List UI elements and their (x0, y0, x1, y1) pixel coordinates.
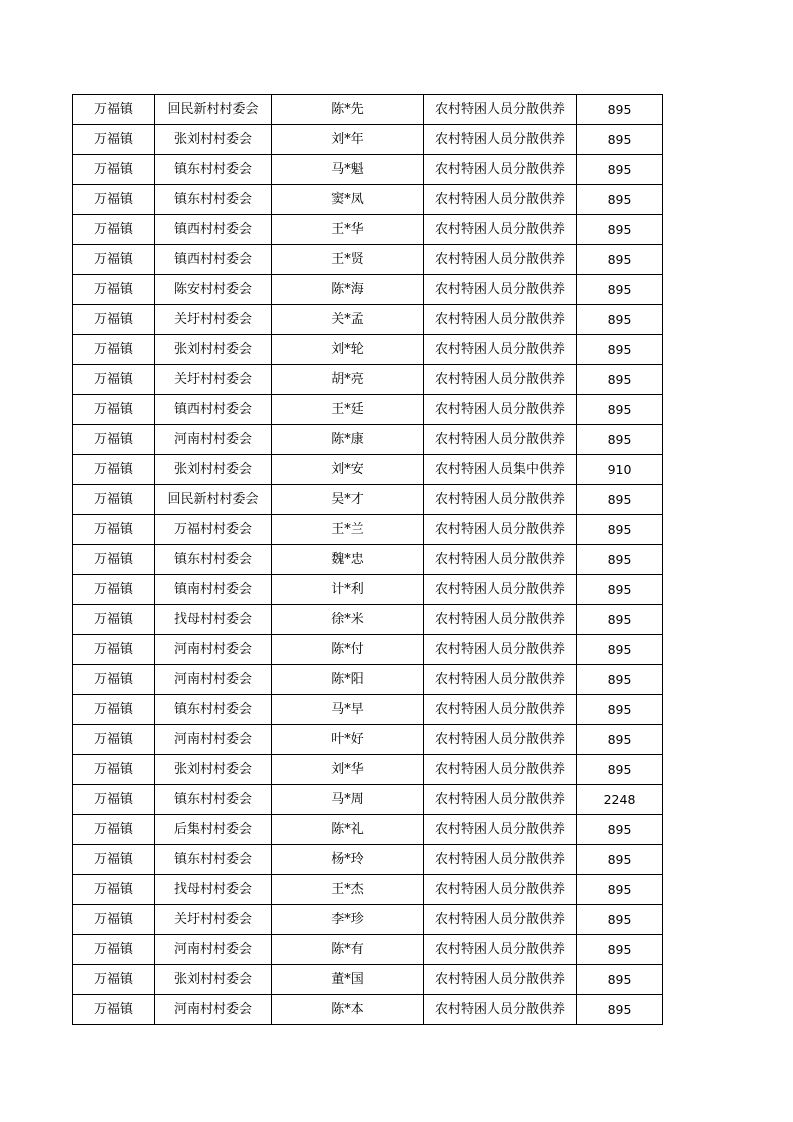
table-row (73, 815, 663, 845)
village-cell: 后集村村委会 (155, 815, 272, 845)
name-cell: 王*廷 (272, 395, 424, 425)
category-cell: 农村特困人员分散供养 (424, 695, 577, 725)
town-cell: 万福镇 (73, 125, 155, 155)
table-row (73, 935, 663, 965)
category-cell: 农村特困人员分散供养 (424, 485, 577, 515)
town-cell: 万福镇 (73, 695, 155, 725)
name-cell: 刘*华 (272, 755, 424, 785)
name-cell: 陈*阳 (272, 665, 424, 695)
name-cell: 杨*玲 (272, 845, 424, 875)
table-row (73, 755, 663, 785)
town-cell: 万福镇 (73, 905, 155, 935)
town-cell: 万福镇 (73, 335, 155, 365)
category-cell: 农村特困人员分散供养 (424, 545, 577, 575)
amount-cell: 895 (577, 305, 663, 335)
table-row (73, 95, 663, 125)
table-row (73, 695, 663, 725)
town-cell: 万福镇 (73, 395, 155, 425)
table-row (73, 365, 663, 395)
town-cell: 万福镇 (73, 545, 155, 575)
amount-cell: 895 (577, 425, 663, 455)
table-row (73, 905, 663, 935)
name-cell: 计*利 (272, 575, 424, 605)
category-cell: 农村特困人员分散供养 (424, 875, 577, 905)
name-cell: 马*周 (272, 785, 424, 815)
name-cell: 马*魁 (272, 155, 424, 185)
town-cell: 万福镇 (73, 875, 155, 905)
village-cell: 镇西村村委会 (155, 245, 272, 275)
table-row (73, 665, 663, 695)
table-row (73, 725, 663, 755)
village-cell: 回民新村村委会 (155, 485, 272, 515)
relief-roster-table (72, 94, 663, 1025)
name-cell: 王*华 (272, 215, 424, 245)
village-cell: 万福村村委会 (155, 515, 272, 545)
name-cell: 窦*凤 (272, 185, 424, 215)
village-cell: 关圩村村委会 (155, 305, 272, 335)
table-row (73, 995, 663, 1025)
town-cell: 万福镇 (73, 635, 155, 665)
name-cell: 王*杰 (272, 875, 424, 905)
town-cell: 万福镇 (73, 275, 155, 305)
village-cell: 找母村村委会 (155, 605, 272, 635)
name-cell: 魏*忠 (272, 545, 424, 575)
category-cell: 农村特困人员分散供养 (424, 275, 577, 305)
village-cell: 河南村村委会 (155, 995, 272, 1025)
town-cell: 万福镇 (73, 95, 155, 125)
village-cell: 张刘村村委会 (155, 125, 272, 155)
name-cell: 陈*康 (272, 425, 424, 455)
table-row (73, 545, 663, 575)
town-cell: 万福镇 (73, 935, 155, 965)
amount-cell: 895 (577, 155, 663, 185)
amount-cell: 910 (577, 455, 663, 485)
village-cell: 镇东村村委会 (155, 845, 272, 875)
table-row (73, 455, 663, 485)
amount-cell: 895 (577, 755, 663, 785)
name-cell: 陈*本 (272, 995, 424, 1025)
name-cell: 马*早 (272, 695, 424, 725)
amount-cell: 895 (577, 245, 663, 275)
amount-cell: 895 (577, 575, 663, 605)
name-cell: 陈*先 (272, 95, 424, 125)
town-cell: 万福镇 (73, 245, 155, 275)
village-cell: 河南村村委会 (155, 935, 272, 965)
village-cell: 河南村村委会 (155, 635, 272, 665)
category-cell: 农村特困人员分散供养 (424, 785, 577, 815)
category-cell: 农村特困人员分散供养 (424, 365, 577, 395)
village-cell: 镇东村村委会 (155, 545, 272, 575)
town-cell: 万福镇 (73, 815, 155, 845)
name-cell: 陈*付 (272, 635, 424, 665)
town-cell: 万福镇 (73, 575, 155, 605)
town-cell: 万福镇 (73, 995, 155, 1025)
category-cell: 农村特困人员分散供养 (424, 515, 577, 545)
table-row (73, 155, 663, 185)
village-cell: 河南村村委会 (155, 665, 272, 695)
name-cell: 王*兰 (272, 515, 424, 545)
town-cell: 万福镇 (73, 605, 155, 635)
table-row (73, 485, 663, 515)
village-cell: 镇东村村委会 (155, 785, 272, 815)
name-cell: 刘*安 (272, 455, 424, 485)
table-row (73, 845, 663, 875)
village-cell: 镇西村村委会 (155, 395, 272, 425)
category-cell: 农村特困人员分散供养 (424, 965, 577, 995)
category-cell: 农村特困人员分散供养 (424, 755, 577, 785)
name-cell: 胡*亮 (272, 365, 424, 395)
category-cell: 农村特困人员分散供养 (424, 155, 577, 185)
category-cell: 农村特困人员分散供养 (424, 935, 577, 965)
category-cell: 农村特困人员集中供养 (424, 455, 577, 485)
amount-cell: 895 (577, 725, 663, 755)
village-cell: 关圩村村委会 (155, 905, 272, 935)
category-cell: 农村特困人员分散供养 (424, 305, 577, 335)
amount-cell: 895 (577, 395, 663, 425)
category-cell: 农村特困人员分散供养 (424, 395, 577, 425)
village-cell: 河南村村委会 (155, 725, 272, 755)
amount-cell: 895 (577, 605, 663, 635)
village-cell: 张刘村村委会 (155, 755, 272, 785)
town-cell: 万福镇 (73, 785, 155, 815)
town-cell: 万福镇 (73, 485, 155, 515)
town-cell: 万福镇 (73, 845, 155, 875)
amount-cell: 895 (577, 485, 663, 515)
table-row (73, 605, 663, 635)
name-cell: 吴*才 (272, 485, 424, 515)
village-cell: 张刘村村委会 (155, 335, 272, 365)
village-cell: 陈安村村委会 (155, 275, 272, 305)
table-row (73, 635, 663, 665)
category-cell: 农村特困人员分散供养 (424, 95, 577, 125)
category-cell: 农村特困人员分散供养 (424, 215, 577, 245)
table-row (73, 965, 663, 995)
category-cell: 农村特困人员分散供养 (424, 665, 577, 695)
category-cell: 农村特困人员分散供养 (424, 425, 577, 455)
amount-cell: 895 (577, 815, 663, 845)
village-cell: 张刘村村委会 (155, 455, 272, 485)
town-cell: 万福镇 (73, 365, 155, 395)
amount-cell: 895 (577, 695, 663, 725)
table-row (73, 335, 663, 365)
table-row (73, 395, 663, 425)
table-row (73, 425, 663, 455)
town-cell: 万福镇 (73, 515, 155, 545)
amount-cell: 895 (577, 995, 663, 1025)
table-row (73, 875, 663, 905)
table-row (73, 575, 663, 605)
category-cell: 农村特困人员分散供养 (424, 245, 577, 275)
name-cell: 刘*轮 (272, 335, 424, 365)
category-cell: 农村特困人员分散供养 (424, 605, 577, 635)
name-cell: 董*国 (272, 965, 424, 995)
amount-cell: 895 (577, 875, 663, 905)
amount-cell: 895 (577, 365, 663, 395)
amount-cell: 895 (577, 905, 663, 935)
table-row (73, 785, 663, 815)
table-row (73, 215, 663, 245)
village-cell: 关圩村村委会 (155, 365, 272, 395)
town-cell: 万福镇 (73, 455, 155, 485)
amount-cell: 895 (577, 545, 663, 575)
name-cell: 陈*有 (272, 935, 424, 965)
name-cell: 徐*米 (272, 605, 424, 635)
name-cell: 刘*年 (272, 125, 424, 155)
name-cell: 王*贤 (272, 245, 424, 275)
town-cell: 万福镇 (73, 725, 155, 755)
amount-cell: 895 (577, 965, 663, 995)
town-cell: 万福镇 (73, 155, 155, 185)
category-cell: 农村特困人员分散供养 (424, 725, 577, 755)
town-cell: 万福镇 (73, 425, 155, 455)
category-cell: 农村特困人员分散供养 (424, 845, 577, 875)
town-cell: 万福镇 (73, 665, 155, 695)
amount-cell: 895 (577, 335, 663, 365)
village-cell: 镇西村村委会 (155, 215, 272, 245)
town-cell: 万福镇 (73, 965, 155, 995)
name-cell: 陈*礼 (272, 815, 424, 845)
amount-cell: 895 (577, 275, 663, 305)
table-row (73, 125, 663, 155)
category-cell: 农村特困人员分散供养 (424, 185, 577, 215)
category-cell: 农村特困人员分散供养 (424, 995, 577, 1025)
town-cell: 万福镇 (73, 215, 155, 245)
amount-cell: 895 (577, 635, 663, 665)
town-cell: 万福镇 (73, 305, 155, 335)
table-row (73, 185, 663, 215)
amount-cell: 2248 (577, 785, 663, 815)
amount-cell: 895 (577, 845, 663, 875)
amount-cell: 895 (577, 215, 663, 245)
village-cell: 张刘村村委会 (155, 965, 272, 995)
name-cell: 李*珍 (272, 905, 424, 935)
table-row (73, 515, 663, 545)
village-cell: 镇南村村委会 (155, 575, 272, 605)
village-cell: 河南村村委会 (155, 425, 272, 455)
table-row (73, 305, 663, 335)
town-cell: 万福镇 (73, 755, 155, 785)
table-body (73, 95, 663, 1025)
amount-cell: 895 (577, 515, 663, 545)
amount-cell: 895 (577, 935, 663, 965)
name-cell: 陈*海 (272, 275, 424, 305)
town-cell: 万福镇 (73, 185, 155, 215)
amount-cell: 895 (577, 125, 663, 155)
name-cell: 关*孟 (272, 305, 424, 335)
village-cell: 回民新村村委会 (155, 95, 272, 125)
village-cell: 镇东村村委会 (155, 185, 272, 215)
village-cell: 找母村村委会 (155, 875, 272, 905)
amount-cell: 895 (577, 95, 663, 125)
category-cell: 农村特困人员分散供养 (424, 635, 577, 665)
table-row (73, 275, 663, 305)
category-cell: 农村特困人员分散供养 (424, 575, 577, 605)
table-row (73, 245, 663, 275)
category-cell: 农村特困人员分散供养 (424, 815, 577, 845)
amount-cell: 895 (577, 185, 663, 215)
name-cell: 叶*好 (272, 725, 424, 755)
village-cell: 镇东村村委会 (155, 155, 272, 185)
village-cell: 镇东村村委会 (155, 695, 272, 725)
amount-cell: 895 (577, 665, 663, 695)
category-cell: 农村特困人员分散供养 (424, 335, 577, 365)
category-cell: 农村特困人员分散供养 (424, 125, 577, 155)
category-cell: 农村特困人员分散供养 (424, 905, 577, 935)
